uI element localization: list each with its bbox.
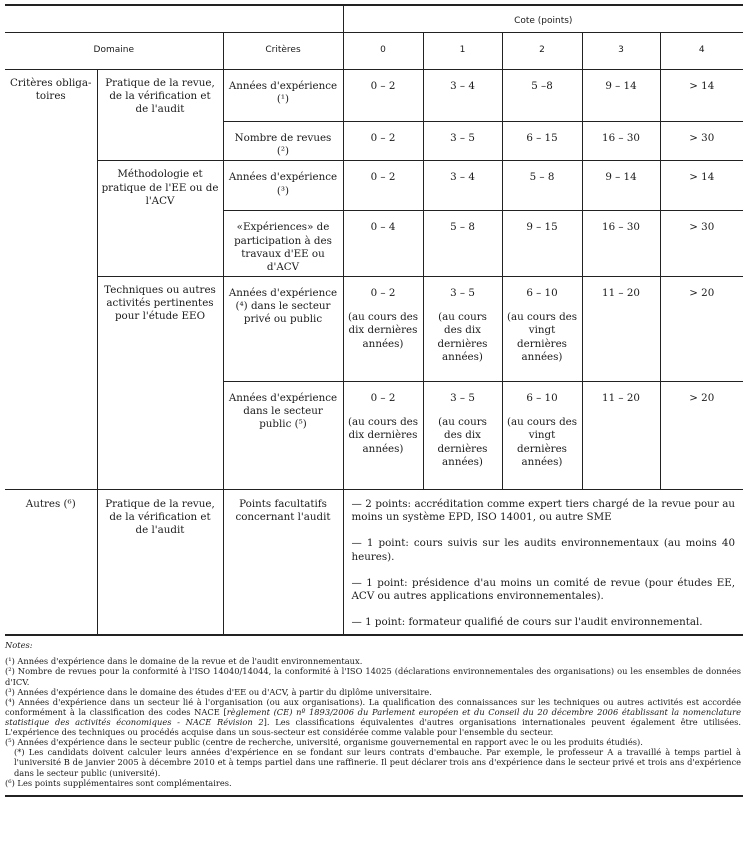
value-period: (au cours des dix dernières années) — [437, 311, 488, 363]
note-3: (³) Années d'expérience dans le domaine des études d'EE ou d'ACV, à partir du diplôme universitaire. — [5, 686, 432, 697]
table-row — [5, 277, 743, 382]
value-cell: 9 – 14 — [582, 70, 660, 122]
table-row — [5, 161, 743, 211]
scoring-table — [5, 4, 743, 636]
note-2: (²) Nombre de revues pour la conformité à l'ISO 14040/14044, la conformité à l'ISO 14025 (déclarations environnementales des organisations) ou les ensembles de données d'ICV. — [5, 666, 741, 687]
note-1: (¹) Années d'expérience dans le domaine de la revue et de l'audit environnementaux. — [5, 656, 363, 667]
value-cell: > 14 — [660, 70, 743, 122]
header-cote: Cote (points) — [343, 5, 743, 33]
note-4-regulation: règlement (CE) nº 1893/2006 du Parlement européen et du Conseil du 20 décembre 2006 établissant la nomenclature statistique des activités économiques - NACE Révision 2 — [5, 706, 741, 727]
autres-label: Autres (⁶) — [5, 490, 97, 636]
value-cell: 0 – 2 — [343, 70, 423, 122]
notes-section — [5, 636, 743, 797]
optional-point: — 1 point: cours suivis sur les audits environnementaux (au moins 40 heures). — [351, 537, 736, 563]
domain-cell: Pratique de la revue, de la vérification et de l'audit — [97, 70, 223, 161]
header-criteres: Critères — [223, 33, 343, 70]
value-cell — [343, 382, 423, 490]
note-6: (⁶) Les points supplémentaires sont complémentaires. — [5, 777, 232, 788]
domain-cell: Pratique de la revue, de la vérification et de l'audit — [97, 490, 223, 636]
note-4 — [5, 697, 741, 737]
optional-point: — 1 point: présidence d'au moins un comité de revue (pour études EE, ACV ou autres applications environnementales). — [351, 576, 736, 602]
value-cell — [502, 277, 582, 382]
criteria-cell: Années d'expérience (³) — [223, 161, 343, 211]
note-5: (⁵) Années d'expérience dans le secteur public (centre de recherche, université, organisme gouvernemental en rapport avec le ou les produits étudiés). — [5, 737, 643, 748]
notes-label: Notes: — [5, 640, 33, 651]
table-row-autres — [5, 490, 743, 636]
value-cell: 3 – 4 — [423, 70, 502, 122]
value-period: (au cours des dix dernières années) — [347, 416, 419, 455]
value-cell: 3 – 4 — [423, 161, 502, 211]
note-4-text-end: ]. Les classifications équivalentes d'autres organisations internationales peuvent également être utilisées. L'expérience des techniques ou procédés acquise dans un sous-secteur est considérée comme valable pour l'ensemble du secteur. — [5, 717, 741, 738]
criteria-cell: Années d'expérience (¹) — [223, 70, 343, 122]
header-point-1: 1 — [423, 33, 502, 70]
value-cell: > 30 — [660, 122, 743, 161]
value-cell — [423, 382, 502, 490]
value-cell: 0 – 4 — [343, 211, 423, 277]
value-cell: 16 – 30 — [582, 211, 660, 277]
optional-point: — 2 points: accréditation comme expert tiers chargé de la revue pour au moins un système EPD, ISO 14001, ou autre SME — [351, 498, 736, 524]
table-row — [5, 70, 743, 122]
criteria-cell: Années d'expérience (⁴) dans le secteur privé ou public — [223, 277, 343, 382]
value-cell — [502, 382, 582, 490]
value-cell: > 30 — [660, 211, 743, 277]
value-cell: > 20 — [660, 277, 743, 382]
domain-cell: Techniques ou autres activités pertinentes pour l'étude EEO — [97, 277, 223, 490]
value-period: (au cours des vingt dernières années) — [506, 416, 578, 468]
value-period: (au cours des dix dernières années) — [347, 311, 419, 350]
value-cell: 11 – 20 — [582, 382, 660, 490]
criteria-cell: Points facultatifs concernant l'audit — [223, 490, 343, 636]
value-cell: 5 –8 — [502, 70, 582, 122]
value-cell: 6 – 15 — [502, 122, 582, 161]
header-domaine: Domaine — [5, 33, 223, 70]
header-point-4: 4 — [660, 33, 743, 70]
value-range: 6 – 10 — [526, 287, 558, 300]
value-cell — [343, 277, 423, 382]
criteria-cell: Nombre de revues (²) — [223, 122, 343, 161]
value-range: 0 – 2 — [370, 287, 396, 300]
domain-cell: Méthodologie et pratique de l'EE ou de l'ACV — [97, 161, 223, 277]
header-point-0: 0 — [343, 33, 423, 70]
value-cell: 5 – 8 — [423, 211, 502, 277]
value-period: (au cours des vingt dernières années) — [506, 311, 578, 363]
value-range: 3 – 5 — [450, 287, 475, 300]
document-page — [5, 0, 745, 797]
value-range: 6 – 10 — [526, 392, 558, 405]
criteria-cell: Années d'expérience dans le secteur public (⁵) — [223, 382, 343, 490]
value-cell: > 20 — [660, 382, 743, 490]
header-point-2: 2 — [502, 33, 582, 70]
note-5-star: (*) Les candidats doivent calculer leurs années d'expérience en se fondant sur leurs contrats d'embauche. Par exemple, le professeur A a travaillé à temps partiel à l'université B de janvier 2005 à décembre 2010 et à temps partiel dans une raffinerie. Il peut déclarer trois ans d'expérience dans le secteur privé et trois ans d'expérience dans le secteur public (université). — [14, 747, 741, 778]
obligatoires-label: Critères obliga- toires — [5, 70, 97, 490]
header-row-cote — [5, 5, 743, 33]
value-cell: 11 – 20 — [582, 277, 660, 382]
optional-point: — 1 point: formateur qualifié de cours sur l'audit environnemental. — [351, 616, 703, 629]
value-range: 0 – 2 — [370, 392, 396, 405]
value-period: (au cours des dix dernières années) — [437, 416, 488, 468]
value-cell: 9 – 14 — [582, 161, 660, 211]
value-range: 3 – 5 — [450, 392, 475, 405]
value-cell: 0 – 2 — [343, 122, 423, 161]
header-row — [5, 33, 743, 70]
header-point-3: 3 — [582, 33, 660, 70]
value-cell: 0 – 2 — [343, 161, 423, 211]
criteria-cell: «Expériences» de participation à des travaux d'EE ou d'ACV — [223, 211, 343, 277]
optional-points — [343, 490, 743, 636]
value-cell — [423, 277, 502, 382]
note-4-text: (⁴) Années d'expérience dans un secteur lié à l'organisation (ou aux organisations). La qualification des connaissances sur les techniques ou autres activités est accordée conformément à la classification des codes NACE [ — [5, 696, 741, 717]
value-cell: > 14 — [660, 161, 743, 211]
value-cell: 3 – 5 — [423, 122, 502, 161]
value-cell: 9 – 15 — [502, 211, 582, 277]
value-cell: 16 – 30 — [582, 122, 660, 161]
value-cell: 5 – 8 — [502, 161, 582, 211]
